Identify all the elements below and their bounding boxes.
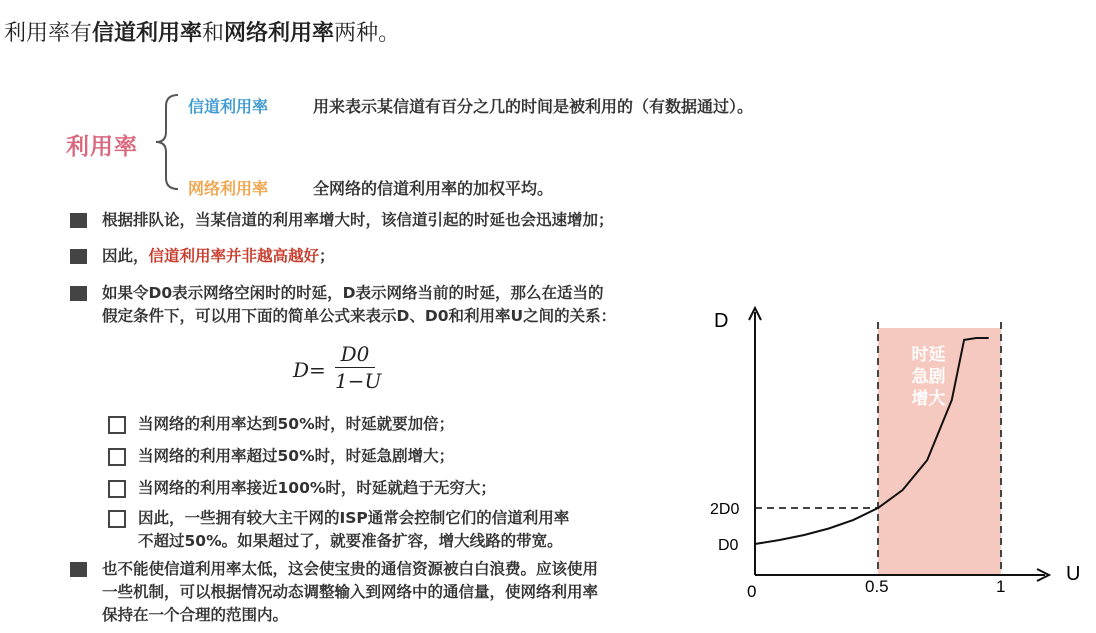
intro-sentence: 利用率有信道利用率和网络利用率两种。 — [4, 21, 401, 46]
square-bullet-icon — [70, 249, 87, 264]
square-bullet-icon — [70, 286, 87, 301]
highlight-text: 信道利用率并非越高越好 — [148, 247, 320, 265]
shaded-region — [878, 328, 1001, 575]
x-axis-label: U — [1066, 563, 1081, 585]
channel-utilization-desc: 用来表示某信道有百分之几的时间是被利用的（有数据通过）。 — [313, 97, 754, 116]
y-tick-2d0: 2D0 — [710, 501, 740, 518]
bullet-delay-definition: 如果令D0表示网络空闲时的时延，D表示网络当前的时延，那么在适当的 假定条件下，可以用下面的简单公式来表示D、D0和利用率U之间的关系： — [70, 282, 616, 328]
checkbox-item-over-50: 当网络的利用率超过50%时，时延急剧增大； — [108, 445, 454, 468]
bullet-queueing-theory: 根据排队论，当某信道的利用率增大时，该信道引起的时延也会迅速增加； — [70, 209, 614, 232]
x-tick-0: 0 — [747, 582, 757, 601]
bullet-not-too-low: 也不能使信道利用率太低，这会使宝贵的通信资源被白白浪费。应该使用 一些机制，可以根据情况动态调整输入到网络中的通信量，使网络利用率 保持在一个合理的范围内。 — [70, 558, 598, 627]
network-utilization-name: 网络利用率 — [188, 179, 269, 198]
checkbox-icon — [108, 448, 126, 466]
checkbox-item-50-double: 当网络的利用率达到50%时，时延就要加倍； — [108, 413, 454, 436]
square-bullet-icon — [70, 562, 87, 577]
x-tick-0-5: 0.5 — [865, 577, 889, 596]
square-bullet-icon — [70, 213, 87, 228]
shade-label-line-2: 急剧 — [911, 367, 946, 386]
curly-brace-icon — [152, 92, 182, 192]
channel-utilization-row — [188, 94, 753, 117]
shaded-region-label — [912, 344, 946, 408]
utilization-term: 利用率 — [66, 134, 138, 160]
channel-utilization-name: 信道利用率 — [188, 97, 269, 116]
utilization-definition — [60, 88, 920, 203]
checkbox-item-near-100: 当网络的利用率接近100%时，时延就趋于无穷大； — [108, 477, 496, 500]
bullet-not-higher-better: 因此，信道利用率并非越高越好； — [70, 245, 335, 268]
y-axis-label: D — [714, 310, 729, 332]
network-utilization-desc: 全网络的信道利用率的加权平均。 — [313, 179, 554, 198]
shade-label-line-1: 时延 — [911, 345, 946, 364]
checkbox-icon — [108, 510, 126, 528]
y-tick-d0: D0 — [718, 537, 739, 554]
checkbox-icon — [108, 480, 126, 498]
checkbox-item-isp-control: 因此，一些拥有较大主干网的ISP通常会控制它们的信道利用率 不超过50%。如果超过了，就要准备扩容，增大线路的带宽。 — [108, 507, 569, 553]
network-utilization-row — [188, 176, 553, 199]
checkbox-icon — [108, 416, 126, 434]
x-tick-1: 1 — [996, 577, 1006, 596]
intro-bold-channel: 信道利用率 — [92, 21, 203, 46]
shade-label-line-3: 增大 — [911, 389, 946, 408]
intro-bold-network: 网络利用率 — [224, 21, 335, 46]
delay-utilization-chart — [700, 290, 1090, 620]
